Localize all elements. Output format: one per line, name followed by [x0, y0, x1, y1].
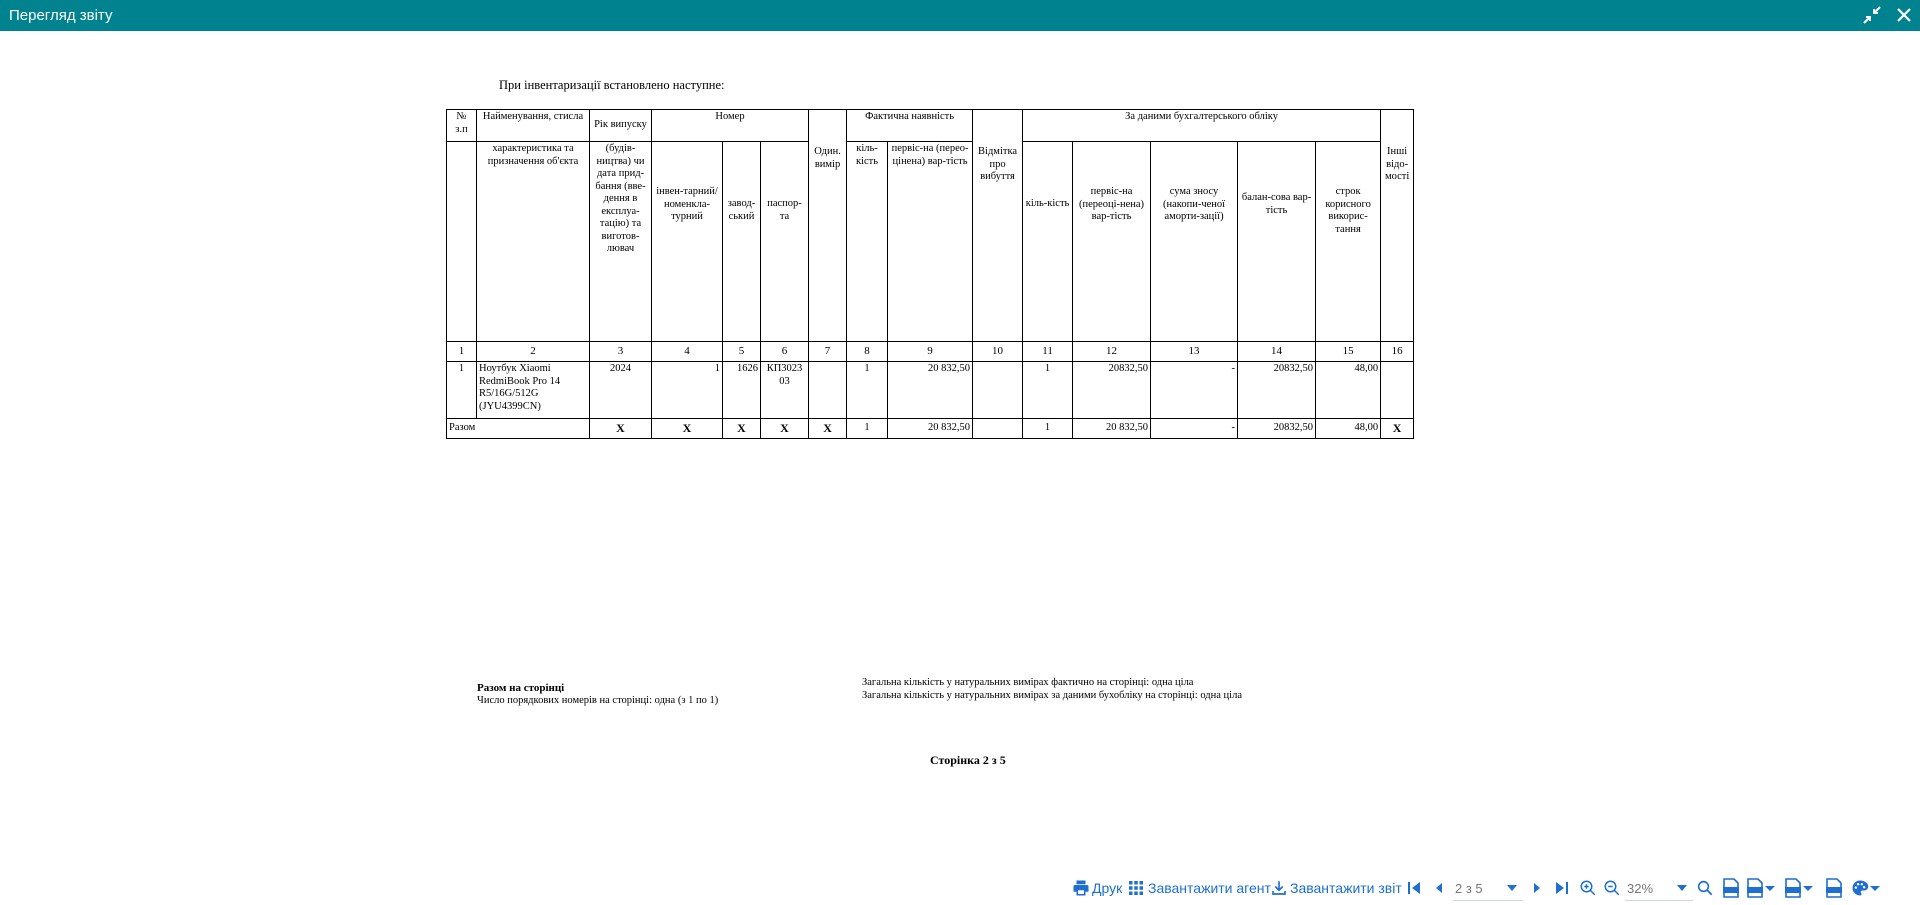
download-icon: [1270, 879, 1288, 897]
prev-page-icon: [1432, 880, 1446, 896]
header-term: строк корисного викорис-тання: [1316, 142, 1381, 342]
print-label: Друк: [1092, 880, 1123, 896]
header-qty: кіль-кість: [847, 142, 888, 342]
header-year-top: Рік випуску: [590, 110, 652, 142]
header-year-bottom: (будів-ництва) чи дата прид-бання (вве-дення в експлуа-тацію) та виготов-лювач: [590, 142, 652, 342]
inventory-table: [446, 109, 1414, 439]
zoom-select[interactable]: [1625, 876, 1693, 901]
export-xls-button[interactable]: [1746, 871, 1776, 905]
download-report-label: Завантажити звіт: [1290, 880, 1402, 896]
page-select[interactable]: [1453, 876, 1523, 901]
window-title: Перегляд звіту: [9, 7, 113, 24]
total-initial: 20 832,50: [888, 419, 973, 439]
table-row: [447, 362, 1414, 419]
total-term: 48,00: [1316, 419, 1381, 439]
export-html-button[interactable]: [1825, 871, 1843, 905]
column-number: 8: [847, 342, 888, 362]
chevron-down-icon: [1764, 883, 1776, 893]
header-number: Номер: [652, 110, 809, 142]
cell-initial: 20 832,50: [888, 362, 973, 419]
column-number: 14: [1238, 342, 1316, 362]
cell-no: 1: [447, 362, 477, 419]
apps-icon: [1128, 880, 1144, 896]
total-disposal: [973, 419, 1023, 439]
cell-unit: [809, 362, 847, 419]
header-initial: первіс-на (перео-цінена) вар-тість: [888, 142, 973, 342]
html-icon: [1825, 878, 1843, 898]
header-acc-qty: кіль-кість: [1023, 142, 1073, 342]
xls-icon: [1746, 878, 1764, 898]
download-agent-label: Завантажити агент: [1148, 880, 1271, 896]
column-number: 7: [809, 342, 847, 362]
print-icon: [1072, 879, 1090, 897]
cell-wear: -: [1151, 362, 1238, 419]
next-page-button[interactable]: [1530, 871, 1544, 905]
column-number: 16: [1381, 342, 1414, 362]
total-label: Разом: [447, 419, 590, 439]
column-number: 6: [761, 342, 809, 362]
zoom-out-icon: [1603, 879, 1621, 897]
header-name-bottom: характеристика та призначення об'єкта: [477, 142, 590, 342]
total-acc-qty: 1: [1023, 419, 1073, 439]
total-qty: 1: [847, 419, 888, 439]
zoom-select-value: 32%: [1627, 881, 1654, 896]
header-unit: Один. вимір: [809, 110, 847, 342]
total-acc-initial: 20 832,50: [1073, 419, 1151, 439]
report-intro: При інвентаризації встановлено наступне:: [499, 78, 725, 92]
column-number: 10: [973, 342, 1023, 362]
total-x: X: [723, 419, 761, 439]
cell-term: 48,00: [1316, 362, 1381, 419]
header-acc-initial: первіс-на (переоці-нена) вар-тість: [1073, 142, 1151, 342]
total-row: [447, 419, 1414, 439]
page-summary-numbers: Число порядкових номерів на сторінці: одна (з 1 по 1): [477, 695, 719, 706]
total-x: X: [652, 419, 723, 439]
page-footer: Сторінка 2 з 5: [930, 753, 1006, 767]
report-toolbar: [0, 871, 1920, 905]
chevron-down-icon: [1677, 885, 1687, 891]
pdf-icon: [1722, 878, 1740, 898]
header-no: № з.п: [447, 110, 477, 142]
zoom-in-button[interactable]: [1579, 871, 1597, 905]
page-select-value: 2 з 5: [1455, 881, 1483, 896]
cell-name: Ноутбук Xiaomi RedmiBook Pro 14 R5/16G/512G (JYU4399CN): [477, 362, 590, 419]
header-actual: Фактична наявність: [847, 110, 973, 142]
column-number: 4: [652, 342, 723, 362]
doc-icon: [1784, 878, 1802, 898]
column-number: 15: [1316, 342, 1381, 362]
close-icon[interactable]: [1893, 4, 1915, 26]
chevron-down-icon: [1869, 883, 1881, 893]
column-number: 11: [1023, 342, 1073, 362]
first-page-button[interactable]: [1406, 871, 1422, 905]
table-header-row: [447, 110, 1414, 142]
header-other: Інші відо-мості: [1381, 110, 1414, 342]
palette-icon: [1851, 879, 1869, 897]
zoom-in-icon: [1579, 879, 1597, 897]
total-x: X: [590, 419, 652, 439]
total-x: X: [761, 419, 809, 439]
cell-balance: 20832,50: [1238, 362, 1316, 419]
header-inventory: інвен-тарний/ номенкла-турний: [652, 142, 723, 342]
total-wear: -: [1151, 419, 1238, 439]
total-x: X: [1381, 419, 1414, 439]
column-number-row: [447, 342, 1414, 362]
header-wear: сума зносу (накопи-ченої аморти-зації): [1151, 142, 1238, 342]
accounting-qty-text: Загальна кількість у натуральних вимірах за даними бухобліку на сторінці: одна ціла: [862, 690, 1242, 701]
table-subheader-row: [447, 142, 1414, 342]
next-page-icon: [1530, 880, 1544, 896]
header-balance: балан-сова вар-тість: [1238, 142, 1316, 342]
window-titlebar: [0, 0, 1920, 31]
last-page-icon: [1554, 880, 1570, 896]
column-number: 9: [888, 342, 973, 362]
header-accounting: За даними бухгалтерського обліку: [1023, 110, 1381, 142]
cell-acc-initial: 20832,50: [1073, 362, 1151, 419]
cell-inventory: 1: [652, 362, 723, 419]
cell-other: [1381, 362, 1414, 419]
cell-acc-qty: 1: [1023, 362, 1073, 419]
chevron-down-icon: [1802, 883, 1814, 893]
column-number: 12: [1073, 342, 1151, 362]
cell-disposal: [973, 362, 1023, 419]
exit-fullscreen-icon[interactable]: [1861, 4, 1883, 26]
export-doc-button[interactable]: [1784, 871, 1814, 905]
download-report-button[interactable]: [1270, 871, 1402, 905]
search-button[interactable]: [1696, 871, 1714, 905]
cell-passport: КП3023 03: [761, 362, 809, 419]
column-number: 2: [477, 342, 590, 362]
cell-qty: 1: [847, 362, 888, 419]
column-number: 13: [1151, 342, 1238, 362]
prev-page-button[interactable]: [1432, 871, 1446, 905]
last-page-button[interactable]: [1554, 871, 1570, 905]
page-summary-title: Разом на сторінці: [477, 682, 565, 694]
column-number: 5: [723, 342, 761, 362]
header-name-top: Найменування, стисла: [477, 110, 590, 142]
cell-year: 2024: [590, 362, 652, 419]
theme-button[interactable]: [1851, 871, 1881, 905]
header-no-blank: [447, 142, 477, 342]
column-number: 1: [447, 342, 477, 362]
zoom-out-button[interactable]: [1603, 871, 1621, 905]
header-factory: завод-ський: [723, 142, 761, 342]
total-balance: 20832,50: [1238, 419, 1316, 439]
header-passport: паспор-та: [761, 142, 809, 342]
header-disposal: Відмітка про вибуття: [973, 110, 1023, 342]
print-button[interactable]: [1072, 871, 1122, 905]
search-icon: [1696, 879, 1714, 897]
column-number: 3: [590, 342, 652, 362]
cell-factory: 1626: [723, 362, 761, 419]
download-agent-button[interactable]: [1128, 871, 1271, 905]
actual-qty-text: Загальна кількість у натуральних вимірах фактично на сторінці: одна ціла: [862, 677, 1194, 688]
export-pdf-button[interactable]: [1722, 871, 1740, 905]
chevron-down-icon: [1507, 885, 1517, 891]
total-x: X: [809, 419, 847, 439]
first-page-icon: [1406, 880, 1422, 896]
